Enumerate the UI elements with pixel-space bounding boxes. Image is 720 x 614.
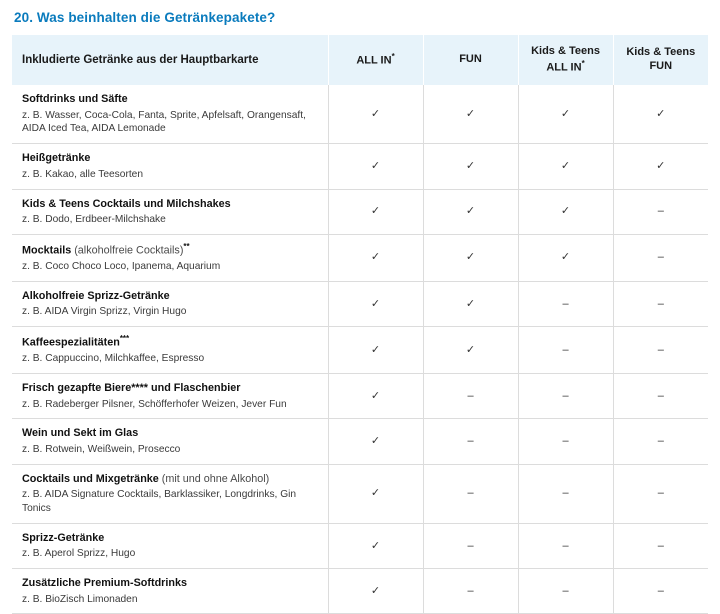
cell-fun: ✓ bbox=[423, 85, 518, 144]
row-category-cell bbox=[12, 144, 328, 189]
row-subtitle: z. B. BioZisch Limonaden bbox=[22, 593, 138, 605]
cell-kids-teens-fun: – bbox=[613, 464, 708, 523]
header-all-in-sup: * bbox=[391, 51, 395, 61]
table-row bbox=[12, 523, 708, 568]
row-subtitle: z. B. Rotwein, Weißwein, Prosecco bbox=[22, 443, 181, 455]
header-cell-fun bbox=[423, 35, 518, 85]
header-cell-kids-teens-fun bbox=[613, 35, 708, 85]
row-title bbox=[22, 426, 318, 441]
table-header-row bbox=[12, 35, 708, 85]
row-category-cell bbox=[12, 189, 328, 234]
row-category-cell bbox=[12, 327, 328, 374]
table-row bbox=[12, 569, 708, 614]
row-category-cell bbox=[12, 569, 328, 614]
cell-kids-teens-fun: ✓ bbox=[613, 85, 708, 144]
table-row bbox=[12, 327, 708, 374]
cell-all-in: ✓ bbox=[328, 144, 423, 189]
header-kids-teens-fun-line2: FUN bbox=[649, 60, 673, 73]
table-row bbox=[12, 144, 708, 189]
header-fun-label: FUN bbox=[459, 53, 482, 66]
row-category-cell bbox=[12, 419, 328, 464]
row-subtitle: z. B. Wasser, Coca-Cola, Fanta, Sprite, Apfelsaft, Orangensaft, AIDA Iced Tea, AIDA Lemonade bbox=[22, 109, 306, 135]
cell-kids-teens-all-in: – bbox=[518, 419, 613, 464]
row-subtitle: z. B. Coco Choco Loco, Ipanema, Aquarium bbox=[22, 261, 221, 273]
cell-fun: ✓ bbox=[423, 281, 518, 326]
row-category-cell bbox=[12, 464, 328, 523]
cell-kids-teens-fun: – bbox=[613, 523, 708, 568]
row-title bbox=[22, 151, 318, 166]
cell-all-in: ✓ bbox=[328, 189, 423, 234]
cell-all-in: ✓ bbox=[328, 234, 423, 281]
cell-all-in: ✓ bbox=[328, 281, 423, 326]
cell-fun: ✓ bbox=[423, 189, 518, 234]
table-row bbox=[12, 234, 708, 281]
cell-fun: – bbox=[423, 569, 518, 614]
row-category-cell bbox=[12, 234, 328, 281]
row-title-text: Wein und Sekt im Glas bbox=[22, 427, 139, 440]
row-title-sup: ** bbox=[183, 241, 190, 251]
header-cell-all-in bbox=[328, 35, 423, 85]
cell-kids-teens-all-in: ✓ bbox=[518, 189, 613, 234]
cell-kids-teens-fun: – bbox=[613, 234, 708, 281]
beverage-packages-table bbox=[12, 35, 708, 614]
cell-kids-teens-fun: – bbox=[613, 281, 708, 326]
cell-fun: ✓ bbox=[423, 144, 518, 189]
cell-kids-teens-all-in: – bbox=[518, 281, 613, 326]
row-subtitle: z. B. AIDA Virgin Sprizz, Virgin Hugo bbox=[22, 306, 187, 318]
cell-kids-teens-all-in: ✓ bbox=[518, 144, 613, 189]
header-cell-category: Inkludierte Getränke aus der Hauptbarkarte bbox=[12, 35, 328, 85]
row-title bbox=[22, 381, 318, 396]
cell-kids-teens-fun: – bbox=[613, 419, 708, 464]
cell-kids-teens-all-in: – bbox=[518, 464, 613, 523]
row-title bbox=[22, 576, 318, 591]
row-title-text: Mocktails bbox=[22, 244, 72, 257]
cell-fun: ✓ bbox=[423, 234, 518, 281]
header-all-in-label: ALL IN bbox=[356, 54, 392, 67]
cell-fun: – bbox=[423, 419, 518, 464]
header-kids-teens-all-in-sup: * bbox=[581, 58, 585, 68]
cell-fun: – bbox=[423, 374, 518, 419]
cell-kids-teens-fun: – bbox=[613, 374, 708, 419]
table-row bbox=[12, 281, 708, 326]
cell-all-in: ✓ bbox=[328, 374, 423, 419]
row-title bbox=[22, 531, 318, 546]
cell-fun: ✓ bbox=[423, 327, 518, 374]
row-category-cell bbox=[12, 374, 328, 419]
cell-all-in: ✓ bbox=[328, 464, 423, 523]
table-row bbox=[12, 374, 708, 419]
row-title-note: (alkoholfreie Cocktails) bbox=[74, 244, 184, 257]
row-category-cell bbox=[12, 85, 328, 144]
row-title-note: (mit und ohne Alkohol) bbox=[161, 472, 270, 485]
table-header bbox=[12, 35, 708, 85]
row-title bbox=[22, 472, 318, 487]
cell-kids-teens-all-in: ✓ bbox=[518, 234, 613, 281]
table-body bbox=[12, 85, 708, 614]
cell-kids-teens-fun: ✓ bbox=[613, 144, 708, 189]
row-title-text: Sprizz-Getränke bbox=[22, 531, 105, 544]
row-title-text: Alkoholfreie Sprizz-Getränke bbox=[22, 289, 170, 302]
row-title-text: Cocktails und Mixgetränke bbox=[22, 472, 159, 485]
header-kids-teens-all-in-line1: Kids & Teens bbox=[531, 45, 600, 57]
cell-all-in: ✓ bbox=[328, 85, 423, 144]
row-category-cell bbox=[12, 281, 328, 326]
row-title-text: Softdrinks und Säfte bbox=[22, 93, 128, 106]
row-title-sup: *** bbox=[119, 334, 130, 344]
row-title bbox=[22, 289, 318, 304]
table-row bbox=[12, 85, 708, 144]
page-title: 20. Was beinhalten die Getränkepakete? bbox=[14, 10, 276, 25]
row-title-text: Zusätzliche Premium-Softdrinks bbox=[22, 577, 187, 590]
row-subtitle: z. B. Dodo, Erdbeer-Milchshake bbox=[22, 214, 166, 226]
cell-fun: – bbox=[423, 464, 518, 523]
row-title-text: Kaffeespezialitäten bbox=[22, 336, 120, 349]
row-title bbox=[22, 92, 318, 107]
row-subtitle: z. B. Aperol Sprizz, Hugo bbox=[22, 548, 136, 560]
row-title-text: Kids & Teens Cocktails und Milchshakes bbox=[22, 197, 231, 210]
table-row bbox=[12, 464, 708, 523]
cell-kids-teens-all-in: – bbox=[518, 523, 613, 568]
row-subtitle: z. B. Radeberger Pilsner, Schöfferhofer Weizen, Jever Fun bbox=[22, 398, 287, 410]
cell-all-in: ✓ bbox=[328, 419, 423, 464]
cell-kids-teens-all-in: – bbox=[518, 374, 613, 419]
row-title bbox=[22, 242, 318, 258]
cell-kids-teens-fun: – bbox=[613, 327, 708, 374]
row-title-text: Heißgetränke bbox=[22, 152, 91, 165]
header-kids-teens-all-in-line2: ALL IN bbox=[546, 61, 582, 74]
cell-kids-teens-all-in: – bbox=[518, 327, 613, 374]
table-row bbox=[12, 419, 708, 464]
row-title bbox=[22, 197, 318, 212]
cell-kids-teens-all-in: – bbox=[518, 569, 613, 614]
cell-kids-teens-fun: – bbox=[613, 189, 708, 234]
cell-all-in: ✓ bbox=[328, 327, 423, 374]
cell-all-in: ✓ bbox=[328, 569, 423, 614]
table-row bbox=[12, 189, 708, 234]
row-category-cell bbox=[12, 523, 328, 568]
row-title bbox=[22, 334, 318, 350]
row-subtitle: z. B. Kakao, alle Teesorten bbox=[22, 168, 143, 180]
row-subtitle: z. B. Cappuccino, Milchkaffee, Espresso bbox=[22, 353, 205, 365]
cell-all-in: ✓ bbox=[328, 523, 423, 568]
row-title-text: Frisch gezapfte Biere**** und Flaschenbier bbox=[22, 382, 241, 395]
cell-kids-teens-all-in: ✓ bbox=[518, 85, 613, 144]
cell-fun: – bbox=[423, 523, 518, 568]
cell-kids-teens-fun: – bbox=[613, 569, 708, 614]
row-subtitle: z. B. AIDA Signature Cocktails, Barklassiker, Longdrinks, Gin Tonics bbox=[22, 489, 297, 515]
header-cell-kids-teens-all-in bbox=[518, 35, 613, 85]
header-kids-teens-fun-line1: Kids & Teens bbox=[626, 46, 696, 59]
